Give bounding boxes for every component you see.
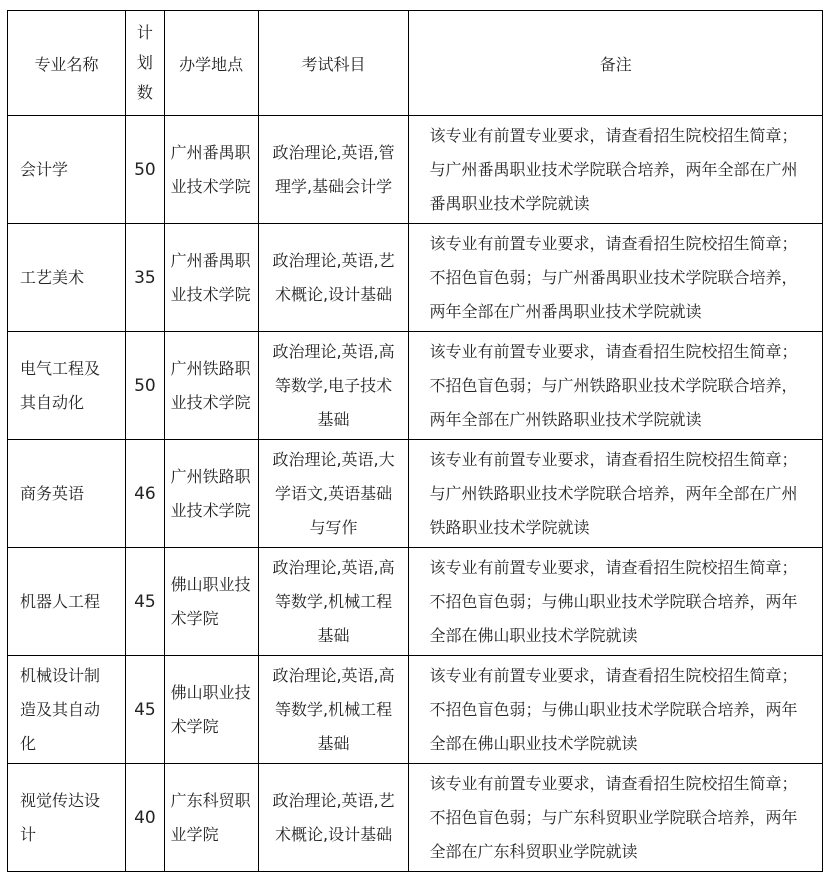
cell-location: 广州番禺职业技术学院 [164, 224, 258, 332]
cell-notes: 该专业有前置专业要求，请查看招生院校招生简章；不招色盲色弱；与广州番禺职业技术学院联合培养，两年全部在广州番禺职业技术学院就读 [409, 224, 823, 332]
cell-location: 广州铁路职业技术学院 [164, 332, 258, 440]
cell-name: 视觉传达设计 [8, 764, 126, 872]
header-location: 办学地点 [164, 11, 258, 116]
cell-location: 广东科贸职业学院 [164, 764, 258, 872]
cell-plan: 46 [126, 440, 165, 548]
cell-notes: 该专业有前置专业要求，请查看招生院校招生简章；不招色盲色弱；与广东科贸职业学院联合培养，两年全部在广东科贸职业学院就读 [409, 764, 823, 872]
cell-subjects: 政治理论,英语,高等数学,电子技术基础 [258, 332, 409, 440]
cell-plan: 35 [126, 224, 165, 332]
cell-notes: 该专业有前置专业要求，请查看招生院校招生简章；不招色盲色弱；与佛山职业技术学院联合培养，两年全部在佛山职业技术学院就读 [409, 656, 823, 764]
cell-name: 商务英语 [8, 440, 126, 548]
cell-name: 机械设计制造及其自动化 [8, 656, 126, 764]
cell-notes: 该专业有前置专业要求，请查看招生院校招生简章；不招色盲色弱；与广州铁路职业技术学院联合培养，两年全部在广州铁路职业技术学院就读 [409, 332, 823, 440]
header-row [8, 11, 823, 116]
cell-subjects: 政治理论,英语,管理学,基础会计学 [258, 116, 409, 224]
cell-plan: 50 [126, 116, 165, 224]
cell-subjects: 政治理论,英语,高等数学,机械工程基础 [258, 656, 409, 764]
cell-subjects: 政治理论,英语,艺术概论,设计基础 [258, 764, 409, 872]
cell-subjects: 政治理论,英语,高等数学,机械工程基础 [258, 548, 409, 656]
cell-plan: 45 [126, 656, 165, 764]
table-row [8, 764, 823, 872]
cell-subjects: 政治理论,英语,大学语文,英语基础与写作 [258, 440, 409, 548]
table-row [8, 440, 823, 548]
header-name: 专业名称 [8, 11, 126, 116]
table-row [8, 224, 823, 332]
cell-location: 广州铁路职业技术学院 [164, 440, 258, 548]
cell-location: 佛山职业技术学院 [164, 548, 258, 656]
cell-location: 广州番禺职业技术学院 [164, 116, 258, 224]
table-row [8, 548, 823, 656]
cell-name: 机器人工程 [8, 548, 126, 656]
header-notes: 备注 [409, 11, 823, 116]
header-subjects: 考试科目 [258, 11, 409, 116]
cell-name: 电气工程及其自动化 [8, 332, 126, 440]
cell-notes: 该专业有前置专业要求，请查看招生院校招生简章；与广州番禺职业技术学院联合培养，两年全部在广州番禺职业技术学院就读 [409, 116, 823, 224]
header-plan [126, 11, 165, 116]
cell-plan: 45 [126, 548, 165, 656]
cell-notes: 该专业有前置专业要求，请查看招生院校招生简章；不招色盲色弱；与佛山职业技术学院联合培养，两年全部在佛山职业技术学院就读 [409, 548, 823, 656]
cell-location: 佛山职业技术学院 [164, 656, 258, 764]
cell-notes: 该专业有前置专业要求，请查看招生院校招生简章；与广州铁路职业技术学院联合培养，两年全部在广州铁路职业技术学院就读 [409, 440, 823, 548]
cell-name: 会计学 [8, 116, 126, 224]
header-plan-text: 计划数 [136, 23, 153, 102]
enrollment-table [7, 10, 823, 872]
cell-plan: 40 [126, 764, 165, 872]
cell-name: 工艺美术 [8, 224, 126, 332]
cell-subjects: 政治理论,英语,艺术概论,设计基础 [258, 224, 409, 332]
table-row [8, 656, 823, 764]
table-row [8, 332, 823, 440]
cell-plan: 50 [126, 332, 165, 440]
table-row [8, 116, 823, 224]
